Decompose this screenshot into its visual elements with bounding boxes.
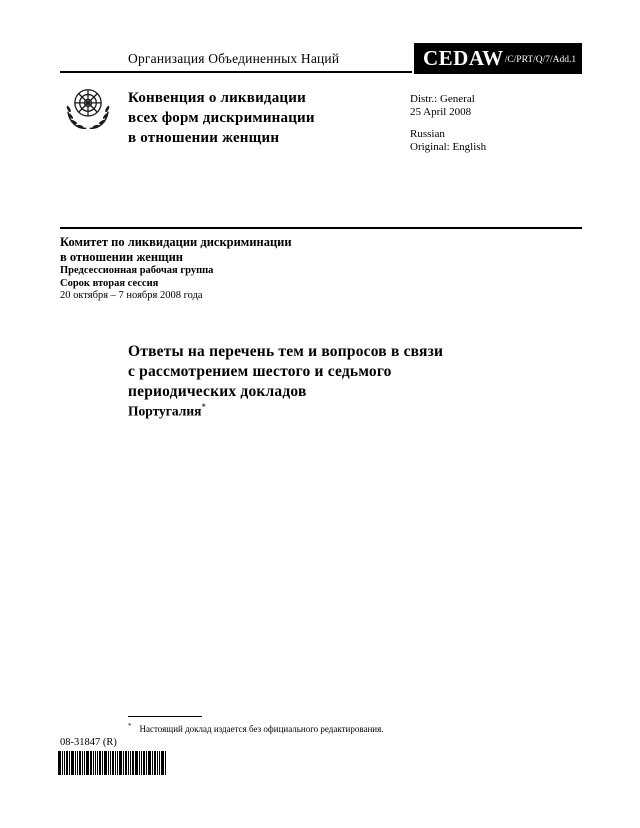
org-name: Организация Объединенных Наций [128, 51, 340, 66]
un-emblem-icon [60, 82, 116, 136]
country-name: Португалия [128, 403, 202, 419]
distr-line: Distr.: General [410, 93, 475, 105]
barcode [58, 751, 166, 775]
document-title-line: с рассмотрением шестого и седьмого [128, 363, 392, 380]
convention-title-line: всех форм дискриминации [128, 110, 315, 126]
original-language-line: Original: English [410, 141, 487, 153]
footnote-marker-ref: * [201, 402, 206, 412]
header-rule [60, 71, 412, 73]
committee-block [60, 235, 292, 303]
convention-title-line: в отношении женщин [128, 130, 280, 146]
document-title [128, 342, 443, 402]
document-title-line: Ответы на перечень тем и вопросов в связи [128, 343, 444, 360]
committee-name-line: в отношении женщин [60, 250, 183, 264]
symbol-suffix: /C/PRT/Q/7/Add.1 [504, 55, 577, 65]
footnote-rule [128, 716, 202, 717]
footnote-body: Настоящий доклад издается без официального редактирования. [139, 724, 384, 734]
date-line: 25 April 2008 [410, 106, 472, 118]
spacer [410, 119, 486, 128]
language-line: Russian [410, 128, 445, 140]
session-number: Сорок вторая сессия [60, 277, 159, 289]
country-heading [128, 402, 206, 420]
document-title-line: периодических докладов [128, 383, 307, 400]
symbol-main: CEDAW [423, 46, 504, 70]
distribution-block [410, 93, 486, 154]
document-number: 08-31847 (R) [60, 737, 117, 748]
footnote-marker: * [128, 722, 132, 730]
working-group: Предсессионная рабочая группа [60, 265, 214, 276]
convention-title [128, 88, 315, 148]
section-rule [60, 227, 582, 229]
committee-name-line: Комитет по ликвидации дискриминации [60, 235, 292, 249]
footnote [128, 721, 384, 735]
document-symbol [414, 43, 582, 74]
session-dates: 20 октября – 7 ноября 2008 года [60, 290, 203, 301]
convention-title-line: Конвенция о ликвидации [128, 90, 306, 106]
